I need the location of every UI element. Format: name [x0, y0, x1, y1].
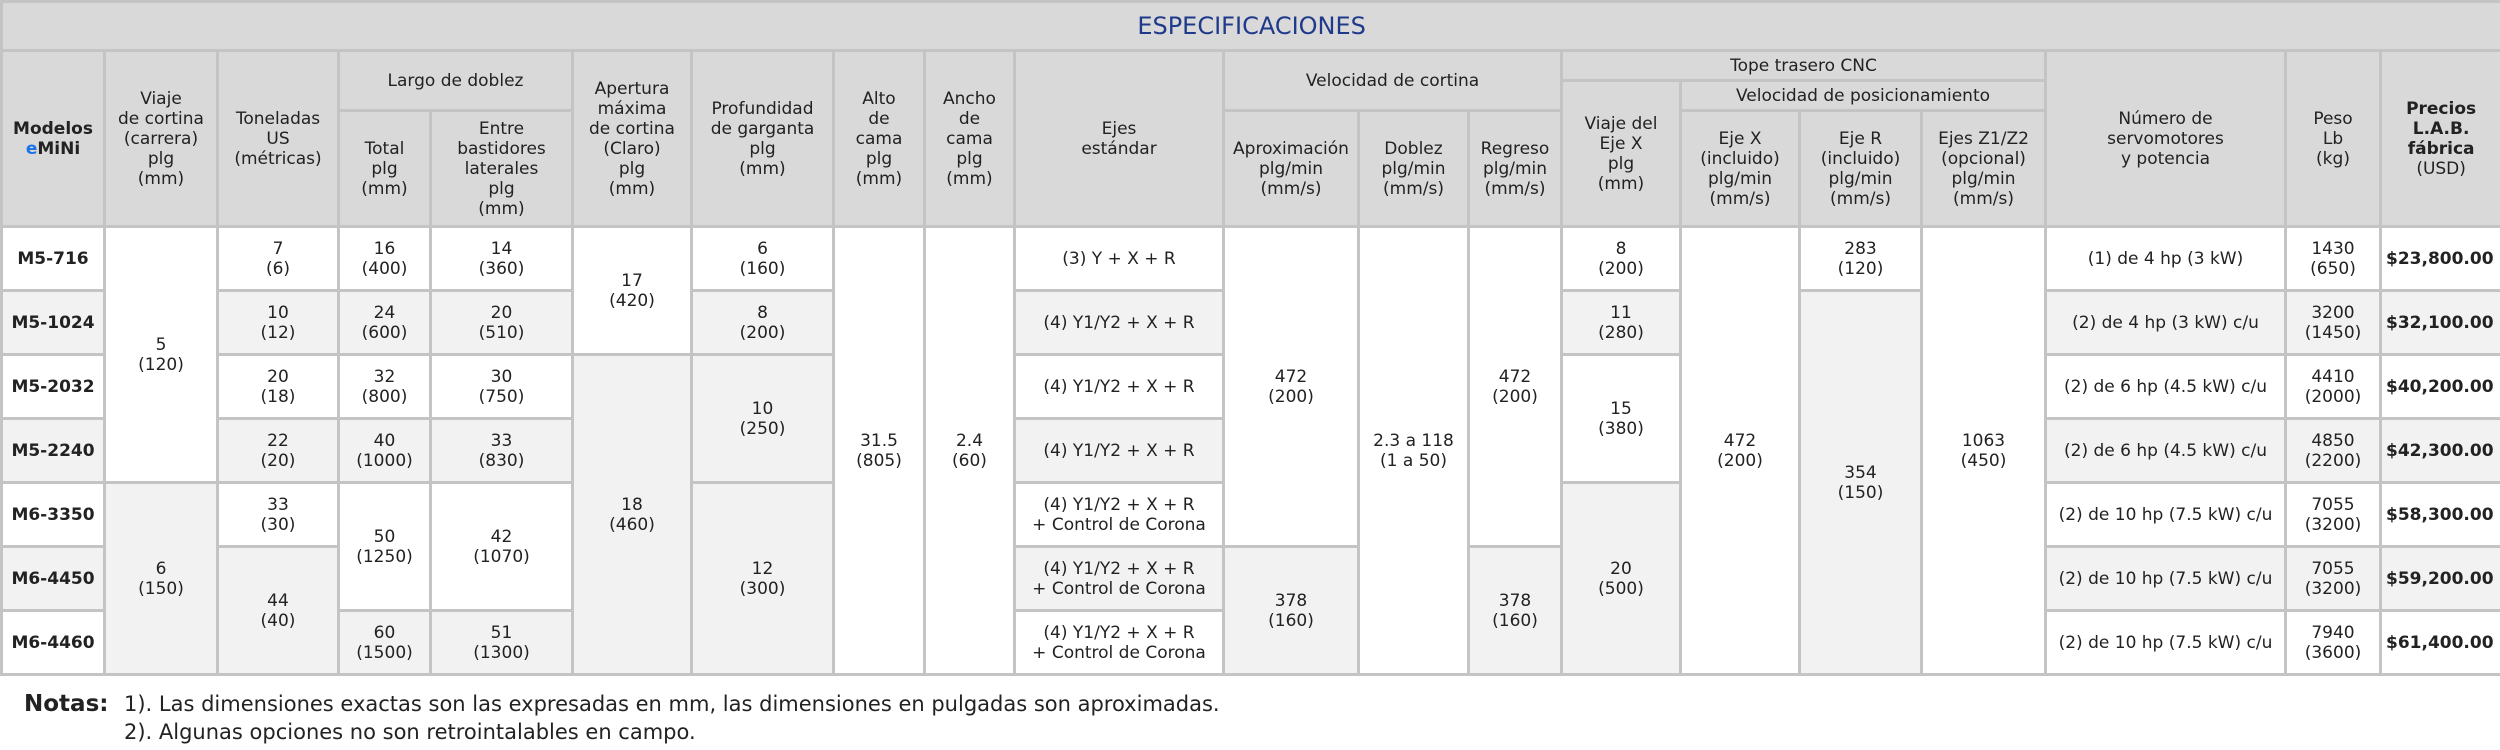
- model-cell: M5-716: [2, 227, 105, 291]
- servomotores-cell: (2) de 6 hp (4.5 kW) c/u: [2046, 419, 2286, 483]
- header-viaje-eje-x: Viaje del Eje X plg (mm): [1562, 81, 1681, 227]
- header-entre-bastidores: Entre bastidores laterales plg (mm): [431, 111, 573, 227]
- model-cell: M6-4450: [2, 547, 105, 611]
- price-cell: $32,100.00: [2381, 291, 2500, 355]
- ejes-cell: (4) Y1/Y2 + X + R: [1015, 291, 1224, 355]
- profundidad-cell: 8 (200): [692, 291, 834, 355]
- viaje-eje-x-cell: 20 (500): [1562, 483, 1681, 675]
- header-regreso: Regreso plg/min (mm/s): [1469, 111, 1562, 227]
- price-cell: $61,400.00: [2381, 611, 2500, 675]
- apertura-cell: 18 (460): [573, 355, 692, 675]
- header-total: Total plg (mm): [339, 111, 431, 227]
- servomotores-cell: (2) de 10 hp (7.5 kW) c/u: [2046, 483, 2286, 547]
- model-cell: M5-2032: [2, 355, 105, 419]
- price-cell: $42,300.00: [2381, 419, 2500, 483]
- servomotores-cell: (2) de 10 hp (7.5 kW) c/u: [2046, 547, 2286, 611]
- total-cell: 60 (1500): [339, 611, 431, 675]
- ejes-cell: (4) Y1/Y2 + X + R: [1015, 419, 1224, 483]
- servomotores-cell: (2) de 4 hp (3 kW) c/u: [2046, 291, 2286, 355]
- apertura-cell: 17 (420): [573, 227, 692, 355]
- price-cell: $58,300.00: [2381, 483, 2500, 547]
- header-servomotores: Número de servomotores y potencia: [2046, 51, 2286, 227]
- servomotores-cell: (2) de 6 hp (4.5 kW) c/u: [2046, 355, 2286, 419]
- entre-bastidores-cell: 14 (360): [431, 227, 573, 291]
- ejes-cell: (4) Y1/Y2 + X + R + Control de Corona: [1015, 483, 1224, 547]
- ejes-cell: (4) Y1/Y2 + X + R + Control de Corona: [1015, 547, 1224, 611]
- total-cell: 50 (1250): [339, 483, 431, 611]
- peso-cell: 4850 (2200): [2286, 419, 2381, 483]
- ejes-cell: (4) Y1/Y2 + X + R + Control de Corona: [1015, 611, 1224, 675]
- aproximacion-cell: 378 (160): [1224, 547, 1359, 675]
- profundidad-cell: 12 (300): [692, 483, 834, 675]
- emini-logo-e: e: [25, 138, 38, 159]
- entre-bastidores-cell: 33 (830): [431, 419, 573, 483]
- header-ancho-cama: Ancho de cama plg (mm): [925, 51, 1015, 227]
- toneladas-cell: 10 (12): [218, 291, 339, 355]
- price-cell: $23,800.00: [2381, 227, 2500, 291]
- viaje-eje-x-cell: 15 (380): [1562, 355, 1681, 483]
- price-cell: $40,200.00: [2381, 355, 2500, 419]
- aproximacion-cell: 472 (200): [1224, 227, 1359, 547]
- header-ejes-estandar: Ejes estándar: [1015, 51, 1224, 227]
- ancho-cama-cell: 2.4 (60): [925, 227, 1015, 675]
- emini-logo-text: MiNi: [37, 138, 81, 159]
- viaje-cortina-cell: 6 (150): [105, 483, 218, 675]
- header-eje-x: Eje X (incluido) plg/min (mm/s): [1681, 111, 1800, 227]
- header-velocidad-cortina: Velocidad de cortina: [1224, 51, 1562, 111]
- note-line-2: 2). Algunas opciones no son retrointalables en campo.: [124, 720, 696, 744]
- peso-cell: 4410 (2000): [2286, 355, 2381, 419]
- peso-cell: 7055 (3200): [2286, 483, 2381, 547]
- peso-cell: 3200 (1450): [2286, 291, 2381, 355]
- header-precios: Precios L.A.B. fábrica (USD): [2381, 51, 2500, 227]
- eje-r-cell: 354 (150): [1800, 291, 1922, 675]
- header-toneladas: Toneladas US (métricas): [218, 51, 339, 227]
- entre-bastidores-cell: 42 (1070): [431, 483, 573, 611]
- header-profundidad: Profundidad de garganta plg (mm): [692, 51, 834, 227]
- ejes-cell: (3) Y + X + R: [1015, 227, 1224, 291]
- ejes-z-cell: 1063 (450): [1922, 227, 2046, 675]
- header-apertura: Apertura máxima de cortina (Claro) plg (mm): [573, 51, 692, 227]
- total-cell: 24 (600): [339, 291, 431, 355]
- doblez-cell: 2.3 a 118 (1 a 50): [1359, 227, 1469, 675]
- header-modelos: Modelos eMiNi: [2, 51, 105, 227]
- servomotores-cell: (1) de 4 hp (3 kW): [2046, 227, 2286, 291]
- entre-bastidores-cell: 20 (510): [431, 291, 573, 355]
- toneladas-cell: 33 (30): [218, 483, 339, 547]
- regreso-cell: 378 (160): [1469, 547, 1562, 675]
- alto-cama-cell: 31.5 (805): [834, 227, 925, 675]
- header-ejes-z: Ejes Z1/Z2 (opcional) plg/min (mm/s): [1922, 111, 2046, 227]
- entre-bastidores-cell: 51 (1300): [431, 611, 573, 675]
- header-tope-trasero: Tope trasero CNC: [1562, 51, 2046, 81]
- header-doblez: Doblez plg/min (mm/s): [1359, 111, 1469, 227]
- price-cell: $59,200.00: [2381, 547, 2500, 611]
- total-cell: 40 (1000): [339, 419, 431, 483]
- table-title: ESPECIFICACIONES: [2, 2, 2500, 51]
- header-peso: Peso Lb (kg): [2286, 51, 2381, 227]
- toneladas-cell: 7 (6): [218, 227, 339, 291]
- eje-x-cell: 472 (200): [1681, 227, 1800, 675]
- eje-r-cell: 283 (120): [1800, 227, 1922, 291]
- header-velocidad-posicionamiento: Velocidad de posicionamiento: [1681, 81, 2046, 111]
- viaje-cortina-cell: 5 (120): [105, 227, 218, 483]
- model-cell: M5-1024: [2, 291, 105, 355]
- model-cell: M5-2240: [2, 419, 105, 483]
- notes-label: Notas:: [24, 691, 109, 717]
- model-cell: M6-3350: [2, 483, 105, 547]
- table-row: [2, 227, 2500, 291]
- total-cell: 32 (800): [339, 355, 431, 419]
- profundidad-cell: 10 (250): [692, 355, 834, 483]
- peso-cell: 7055 (3200): [2286, 547, 2381, 611]
- toneladas-cell: 20 (18): [218, 355, 339, 419]
- servomotores-cell: (2) de 10 hp (7.5 kW) c/u: [2046, 611, 2286, 675]
- peso-cell: 1430 (650): [2286, 227, 2381, 291]
- header-alto-cama: Alto de cama plg (mm): [834, 51, 925, 227]
- viaje-eje-x-cell: 8 (200): [1562, 227, 1681, 291]
- header-aproximacion: Aproximación plg/min (mm/s): [1224, 111, 1359, 227]
- header-viaje-cortina: Viaje de cortina (carrera) plg (mm): [105, 51, 218, 227]
- regreso-cell: 472 (200): [1469, 227, 1562, 547]
- toneladas-cell: 22 (20): [218, 419, 339, 483]
- ejes-cell: (4) Y1/Y2 + X + R: [1015, 355, 1224, 419]
- entre-bastidores-cell: 30 (750): [431, 355, 573, 419]
- header-eje-r: Eje R (incluido) plg/min (mm/s): [1800, 111, 1922, 227]
- model-cell: M6-4460: [2, 611, 105, 675]
- total-cell: 16 (400): [339, 227, 431, 291]
- note-line-1: 1). Las dimensiones exactas son las expresadas en mm, las dimensiones en pulgadas son aproximadas.: [124, 692, 1220, 716]
- viaje-eje-x-cell: 11 (280): [1562, 291, 1681, 355]
- header-largo-doblez: Largo de doblez: [339, 51, 573, 111]
- toneladas-cell: 44 (40): [218, 547, 339, 675]
- peso-cell: 7940 (3600): [2286, 611, 2381, 675]
- profundidad-cell: 6 (160): [692, 227, 834, 291]
